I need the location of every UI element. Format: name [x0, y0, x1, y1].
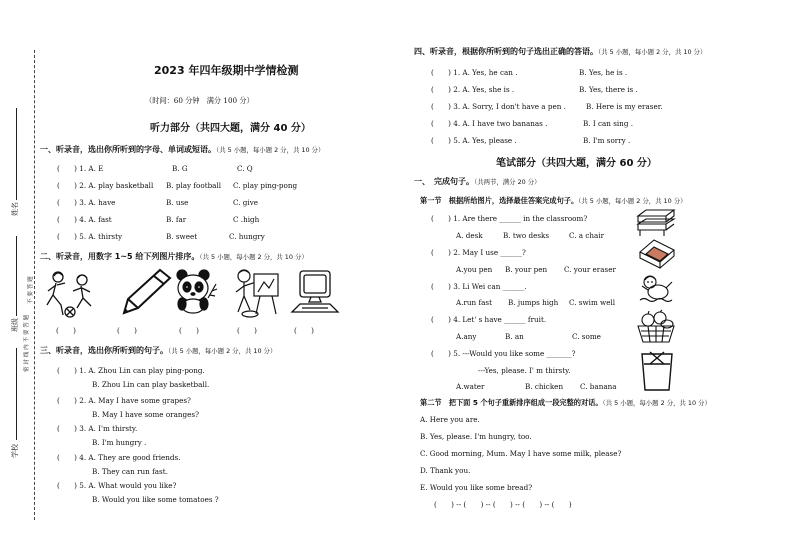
q2-blank-4[interactable]: ( ): [237, 326, 257, 335]
s2-item-b: B. Yes, please. I'm hungry, too.: [420, 432, 532, 441]
s1-item-3-a: A.run fast: [456, 298, 492, 307]
s2-item-d: D. Thank you.: [420, 466, 471, 475]
q4-item-4-a: ( ) 4. A. I have two bananas .: [431, 119, 548, 128]
section2-note: （共 5 小题，每小题 2 分，共 10 分）: [602, 399, 711, 407]
q1-item-5-b: B. sweet: [166, 232, 198, 241]
q3-item-3-a: ( ) 3. A. I'm thirsty.: [57, 424, 138, 433]
q1-item-4: ( ) 4. A. fast: [57, 215, 112, 224]
listening-part-title: 听力部分（共四大题，满分 40 分）: [150, 123, 311, 134]
q1-item-2-c: C. play ping-pong: [233, 181, 298, 190]
section1-heading-text: 第一节 根据所给图片，选择最佳答案完成句子。: [420, 196, 579, 205]
q3-item-2-a: ( ) 2. A. May I have some grapes?: [57, 396, 191, 405]
class-line: [16, 236, 17, 316]
q2-note: （共 5 小题，每小题 2 分，共 10 分）: [199, 253, 308, 261]
s1-item-2-b: B. your pen: [505, 265, 548, 274]
s1-item-5-c: C. banana: [580, 382, 617, 391]
s1-item-3-c: C. swim well: [569, 298, 616, 307]
q4-item-1-b: B. Yes, he is .: [579, 68, 628, 77]
fruit-basket-icon: [636, 310, 676, 344]
football-players-icon: [40, 268, 100, 320]
s1-item-3-q: ( ) 3. Li Wei can ______.: [431, 282, 527, 291]
name-label: 姓名: [11, 202, 19, 216]
q4-heading: [414, 46, 706, 57]
eraser-icon: [636, 238, 676, 268]
q2-blank-3[interactable]: ( ): [179, 326, 199, 335]
q2-heading: [40, 251, 308, 262]
s1-item-5-b: B. chicken: [525, 382, 564, 391]
written-part-title: 笔试部分（共四大题，满分 60 分）: [496, 158, 657, 169]
s1-item-4-q: ( ) 4. Let' s have ______ fruit.: [431, 315, 547, 324]
q4-item-1-a: ( ) 1. A. Yes, he can .: [431, 68, 518, 77]
q3-item-4-a: ( ) 4. A. They are good friends.: [57, 453, 181, 462]
page-title: 2023 年四年级期中学情检测: [154, 64, 299, 77]
section2-heading: [420, 398, 711, 408]
q4-item-3-a: ( ) 3. A. Sorry, I don't have a pen .: [431, 102, 566, 111]
painter-icon: [230, 268, 282, 318]
q4-note: （共 5 小题，每小题 2 分，共 10 分）: [598, 48, 707, 56]
q3-heading: [40, 345, 276, 356]
s1-item-1-c: C. a chair: [569, 231, 605, 240]
q2-blank-2[interactable]: ( ): [117, 326, 137, 335]
q1-item-1-c: C. Q: [237, 164, 253, 173]
q1-item-3-c: C. give: [233, 198, 259, 207]
q2-heading-text: 二、听录音，用数字 1~5 给下列图片排序。: [40, 252, 200, 261]
s2-item-e: E. Would you like some bread?: [420, 483, 533, 492]
q3-item-2-b: B. May I have some oranges?: [92, 410, 199, 419]
s1-item-5-a: A.water: [456, 382, 485, 391]
q4-item-5-b: B. I'm sorry .: [583, 136, 631, 145]
q3-item-1-a: ( ) 1. A. Zhou Lin can play ping-pong.: [57, 366, 205, 375]
s1-item-2-c: C. your eraser: [564, 265, 616, 274]
q3-item-3-b: B. I'm hungry .: [92, 438, 147, 447]
q3-item-5-b: B. Would you like some tomatoes ?: [92, 495, 219, 504]
q1-item-2-b: B. play football: [166, 181, 222, 190]
q4-item-5-a: ( ) 5. A. Yes, please .: [431, 136, 517, 145]
school-line: [16, 348, 17, 440]
q1-item-2: ( ) 2. A. play basketball: [57, 181, 154, 190]
written-q1-heading: [414, 176, 541, 187]
q4-item-3-b: B. Here is my eraser.: [586, 102, 663, 111]
q1-item-1: ( ) 1. A. E: [57, 164, 104, 173]
s1-item-4-c: C. some: [572, 332, 601, 341]
s1-item-5-q: ( ) 5. ---Would you like some _______?: [431, 349, 576, 358]
pencil-icon: [120, 268, 172, 314]
desks-icon: [636, 208, 676, 238]
school-label: 学校: [11, 444, 19, 458]
q1-heading: [40, 144, 324, 155]
q4-item-2-a: ( ) 2. A. Yes, she is .: [431, 85, 515, 94]
q1-item-4-b: B. far: [166, 215, 187, 224]
q1-item-5-c: C. hungry: [229, 232, 265, 241]
q1-item-1-b: B. G: [172, 164, 188, 173]
q1-item-5: ( ) 5. A. thirsty: [57, 232, 123, 241]
section2-heading-text: 第二节 把下面 5 个句子重新排序组成一段完整的对话。: [420, 398, 603, 407]
q1-note: （共 5 小题，每小题 2 分，共 10 分）: [216, 146, 325, 154]
s1-item-3-b: B. jumps high: [508, 298, 559, 307]
panda-icon: [172, 268, 218, 314]
q4-item-2-b: B. Yes, there is .: [579, 85, 638, 94]
s2-item-a: A. Here you are.: [420, 415, 480, 424]
s2-item-c: C. Good morning, Mum. May I have some milk, please?: [420, 449, 622, 458]
s1-item-4-b: B. an: [505, 332, 524, 341]
computer-icon: [290, 268, 340, 316]
q3-heading-text: 三、听录音，选出你所听到的句子。: [40, 346, 168, 355]
seal-note-2: 不 要 答 题: [28, 276, 34, 304]
s1-item-1-a: A. desk: [456, 231, 483, 240]
q1-item-3-b: B. use: [166, 198, 189, 207]
written-q1-note: （共两节，满分 20 分）: [474, 178, 541, 186]
exam-time: （时间：60 分钟 满分 100 分）: [145, 96, 254, 105]
section1-note: （共 5 小题，每小题 2 分，共 10 分）: [578, 197, 687, 205]
q3-item-4-b: B. They can run fast.: [92, 467, 168, 476]
name-line: [16, 108, 17, 200]
q3-item-5-a: ( ) 5. A. What would you like?: [57, 481, 177, 490]
q1-item-3: ( ) 3. A. have: [57, 198, 116, 207]
glass-of-water-icon: [640, 350, 674, 392]
q3-item-1-b: B. Zhou Lin can play basketball.: [92, 380, 210, 389]
q1-heading-text: 一、听录音，选出你所听到的字母、单词或短语。: [40, 145, 216, 154]
q2-blank-5[interactable]: ( ): [294, 326, 314, 335]
q3-note: （共 5 小题，每小题 2 分，共 10 分）: [168, 347, 277, 355]
q4-heading-text: 四、听录音，根据你所听到的句子选出正确的答语。: [414, 47, 598, 56]
q1-item-4-c: C .high: [233, 215, 260, 224]
seal-note: 密 封 线 内 不 要 答 题: [24, 314, 30, 372]
s1-item-1-b: B. two desks: [503, 231, 550, 240]
section1-heading: [420, 196, 686, 206]
written-q1-heading-text: 一、 完成句子。: [414, 177, 474, 186]
s1-item-5-q2: ---Yes, please. I' m thirsty.: [478, 366, 571, 375]
q2-blank-1[interactable]: ( ): [56, 326, 76, 335]
s1-item-1-q: ( ) 1. Are there ______ in the classroom?: [431, 214, 588, 223]
q4-item-4-b: B. I can sing .: [583, 119, 633, 128]
swimmer-icon: [638, 272, 676, 304]
seal-line: [34, 50, 35, 520]
s1-item-2-a: A.you pen: [456, 265, 493, 274]
class-label: 班级: [11, 318, 19, 332]
s1-item-2-q: ( ) 2. May I use ______?: [431, 248, 526, 257]
s1-item-4-a: A.any: [456, 332, 477, 341]
order-answer-blanks[interactable]: ( ) -- ( ) -- ( ) -- ( ) -- ( ): [434, 500, 572, 509]
